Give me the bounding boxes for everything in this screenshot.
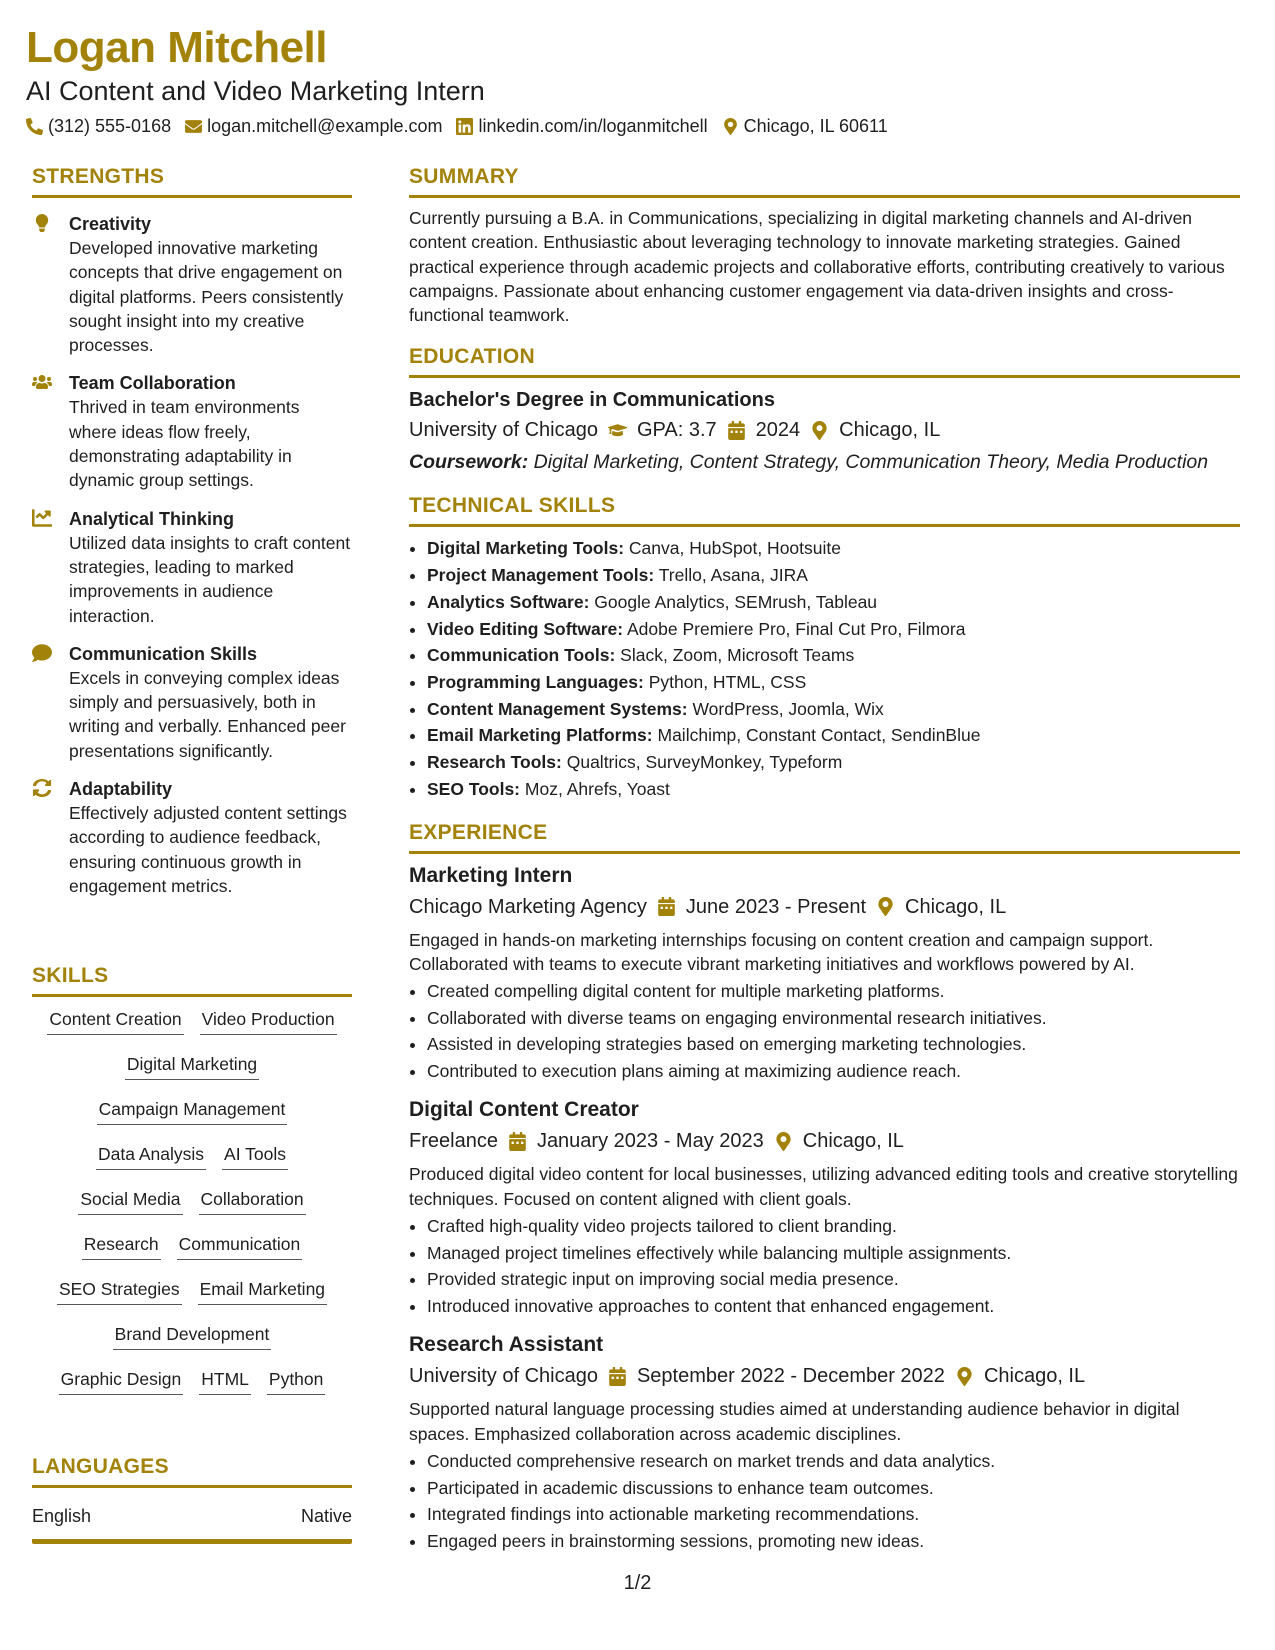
candidate-name: Logan Mitchell [26,23,327,72]
skill-values: WordPress, Joomla, Wix [692,698,884,719]
envelope-icon [185,118,202,135]
list-item: • Created compelling digital content for multiple marketing platforms. [427,978,1240,1005]
company-name: Freelance [409,1130,498,1153]
strength-desc: Excels in conveying complex ideas simply and persuasively, both in writing and verbally. Enhanced peer presentations significantly. [69,667,346,761]
skill-category: Email Marketing Platforms: [427,725,653,746]
strength-item [32,212,352,357]
skill-values: Moz, Ahrefs, Yoast [524,778,670,799]
coursework-line [409,448,1240,476]
skill-values: Qualtrics, SurveyMonkey, Typeform [566,752,843,773]
language-name: English [32,1506,92,1526]
job-location: Chicago, IL [905,895,1007,918]
job-description: Engaged in hands-on marketing internships focusing on content creation and campaign support. Collaborated with teams to execute vibrant marketing initiatives and workflows powered by AI. [409,929,1154,974]
skill-category: Communication Tools: [427,645,616,666]
email-text: logan.mitchell@example.com [207,116,443,136]
skill-category: Video Editing Software: [427,618,624,639]
skill-category: Analytics Software: [427,591,590,612]
company-name: Chicago Marketing Agency [409,895,647,918]
skill-values: Trello, Asana, JIRA [658,565,808,586]
skill-tag: SEO Strategies [57,1277,182,1305]
contact-location [722,114,888,138]
list-item [427,616,1240,643]
job-location: Chicago, IL [983,1365,1086,1388]
list-item: • Crafted high-quality video projects tailored to client branding. [427,1213,1240,1240]
calendar-icon [508,1132,527,1151]
skill-tag: HTML [199,1367,251,1395]
skill-values: Adobe Premiere Pro, Final Cut Pro, Filmora [627,618,966,639]
job-description: Produced digital video content for local businesses, utilizing advanced editing tools and creative storytelling techniques. Focused on content aligned with client goals. [409,1164,1238,1209]
summary-text: Currently pursuing a B.A. in Communications, specializing in digital marketing channels and AI-driven content creation. Enthusiastic about leveraging technology to innovate marketing strategies. Gained practical experience through academic projects and collaborative efforts, contributing creatively to various campaigns. Passionate about enhancing customer engagement via data-driven insights and cross-functional teamwork. [409,208,1225,326]
strength-title: Creativity [69,214,152,234]
technical-skills-list [409,535,1240,802]
strengths-section [32,163,352,898]
skill-category: Content Management Systems: [427,698,688,719]
company-name: University of Chicago [409,1365,598,1388]
skill-values: Mailchimp, Constant Contact, SendinBlue [657,725,981,746]
strength-desc: Utilized data insights to craft content strategies, leading to marked improvements in audience interaction. [69,532,351,626]
page-number: 1/2 [623,1572,652,1594]
education-meta [409,415,1240,445]
strength-desc: Thrived in team environments where ideas flow freely, demonstrating adaptability in dynamic group settings. [69,397,300,491]
education-section [409,343,1240,476]
coursework-label: Coursework: [409,451,529,474]
list-item: • Introduced innovative approaches to content that enhanced engagement. [427,1293,1240,1320]
users-icon [32,373,52,391]
strength-item [32,642,352,763]
language-item [32,1506,352,1544]
job-dates: January 2023 - May 2023 [536,1130,764,1153]
list-item: • Provided strategic input on improving social media presence. [427,1266,1240,1293]
list-item: • Engaged peers in brainstorming sessions, promoting new ideas. [427,1528,1240,1555]
map-marker-icon [810,421,829,440]
education-location: Chicago, IL [839,419,941,442]
skill-tag: Social Media [78,1187,182,1215]
job-meta [409,892,1240,922]
list-item: • Conducted comprehensive research on market trends and data analytics. [427,1448,1240,1475]
list-item [427,696,1240,723]
job-dates: June 2023 - Present [685,895,867,918]
coursework-text: Digital Marketing, Content Strategy, Communication Theory, Media Production [533,451,1209,474]
comment-icon [32,644,52,662]
section-title-strengths: STRENGTHS [32,163,352,198]
section-title-technical-skills: TECHNICAL SKILLS [409,492,1240,527]
skill-category: SEO Tools: [427,778,521,799]
list-item: • Participated in academic discussions to enhance team outcomes. [427,1475,1240,1502]
strength-desc: Developed innovative marketing concepts that drive engagement on digital platforms. Peers consistently sought insight into my creative processes. [69,238,344,356]
skill-tag: Content Creation [47,1007,183,1035]
skill-values: Slack, Zoom, Microsoft Teams [620,645,855,666]
sync-icon [32,779,52,797]
job-entry [409,862,1240,1085]
skill-values: Google Analytics, SEMrush, Tableau [594,591,878,612]
job-bullets [409,978,1240,1084]
map-marker-icon [722,118,739,135]
contact-linkedin[interactable] [456,114,707,138]
job-description: Supported natural language processing studies aimed at understanding audience behavior in digital spaces. Emphasized collaboration across academic disciplines. [409,1399,1180,1444]
map-marker-icon [955,1367,974,1386]
calendar-icon [608,1367,627,1386]
experience-section [409,819,1240,1555]
map-marker-icon [876,897,895,916]
candidate-role: AI Content and Video Marketing Intern [26,76,485,106]
list-item: • Managed project timelines effectively while balancing multiple assignments. [427,1240,1240,1267]
job-location: Chicago, IL [802,1130,904,1153]
list-item [427,669,1240,696]
list-item [427,642,1240,669]
list-item [427,589,1240,616]
skill-tag: Video Production [200,1007,337,1035]
strength-item [32,371,352,492]
phone-text: (312) 555-0168 [48,116,172,136]
skill-tag: Graphic Design [59,1367,184,1395]
list-item: • Collaborated with diverse teams on engaging environmental research initiatives. [427,1005,1240,1032]
skill-tag: Communication [177,1232,303,1260]
gpa-text: GPA: 3.7 [636,419,717,442]
technical-skills-section [409,492,1240,802]
section-title-skills: SKILLS [32,962,352,997]
languages-section [32,1453,352,1544]
resume-header [26,22,1246,138]
strength-title: Analytical Thinking [69,508,235,529]
skill-category: Digital Marketing Tools: [427,538,625,559]
skill-category: Project Management Tools: [427,565,655,586]
list-item [427,722,1240,749]
job-title: Digital Content Creator [409,1098,639,1122]
skill-category: Programming Languages: [427,672,644,692]
job-meta [409,1126,1240,1156]
main-column [409,163,1240,1570]
degree-title: Bachelor's Degree in Communications [409,389,775,412]
job-bullets [409,1448,1240,1554]
list-item [427,749,1240,776]
job-meta [409,1361,1240,1391]
section-title-education: EDUCATION [409,343,1240,378]
chart-line-icon [32,509,52,527]
skill-tag: Collaboration [199,1187,306,1215]
graduation-year: 2024 [755,419,801,442]
map-marker-icon [774,1132,793,1151]
skill-values: Canva, HubSpot, Hootsuite [628,538,841,559]
job-title: Research Assistant [409,1333,604,1357]
job-title: Marketing Intern [409,863,573,887]
summary-section [409,163,1240,327]
job-entry [409,1096,1240,1319]
location-text: Chicago, IL 60611 [743,116,888,136]
lightbulb-icon [32,214,52,232]
skill-tag: Email Marketing [198,1277,327,1305]
strength-desc: Effectively adjusted content settings according to audience feedback, ensuring continuous growth in engagement metrics. [69,803,347,896]
job-entry [409,1331,1240,1554]
contact-email[interactable] [185,114,442,138]
skill-tags [32,1007,352,1412]
section-title-summary: SUMMARY [409,163,1240,198]
school-name: University of Chicago [409,419,598,442]
list-item [427,562,1240,589]
contact-phone[interactable] [26,114,171,138]
section-title-languages: LANGUAGES [32,1453,352,1488]
skill-tag: Research [82,1232,161,1260]
skill-tag: AI Tools [222,1142,288,1170]
strength-title: Adaptability [69,779,173,800]
language-level: Native [300,1506,352,1526]
graduation-cap-icon [608,421,627,440]
job-dates: September 2022 - December 2022 [636,1365,945,1388]
skill-values: Python, HTML, CSS [648,672,807,692]
skill-tag: Digital Marketing [125,1052,259,1080]
skill-tag: Data Analysis [96,1142,206,1170]
list-item: • Contributed to execution plans aiming at maximizing audience reach. [427,1058,1240,1085]
strength-title: Communication Skills [69,643,258,664]
section-title-experience: EXPERIENCE [409,819,1240,854]
strength-title: Team Collaboration [69,373,236,394]
contact-bar [26,114,1246,138]
linkedin-icon [456,118,473,135]
linkedin-text: linkedin.com/in/loganmitchell [478,116,708,136]
skill-tag: Python [267,1367,325,1395]
skills-section [32,962,352,1412]
strength-item [32,777,352,898]
list-item: • Assisted in developing strategies based on emerging marketing technologies. [427,1031,1240,1058]
strength-item [32,507,352,628]
skill-category: Research Tools: [427,752,562,773]
list-item [427,776,1240,803]
calendar-icon [727,421,746,440]
job-bullets [409,1213,1240,1319]
phone-icon [26,118,43,135]
skill-tag: Campaign Management [97,1097,288,1125]
list-item: • Integrated findings into actionable marketing recommendations. [427,1501,1240,1528]
list-item [427,535,1240,562]
calendar-icon [657,897,676,916]
skill-tag: Brand Development [113,1322,272,1350]
